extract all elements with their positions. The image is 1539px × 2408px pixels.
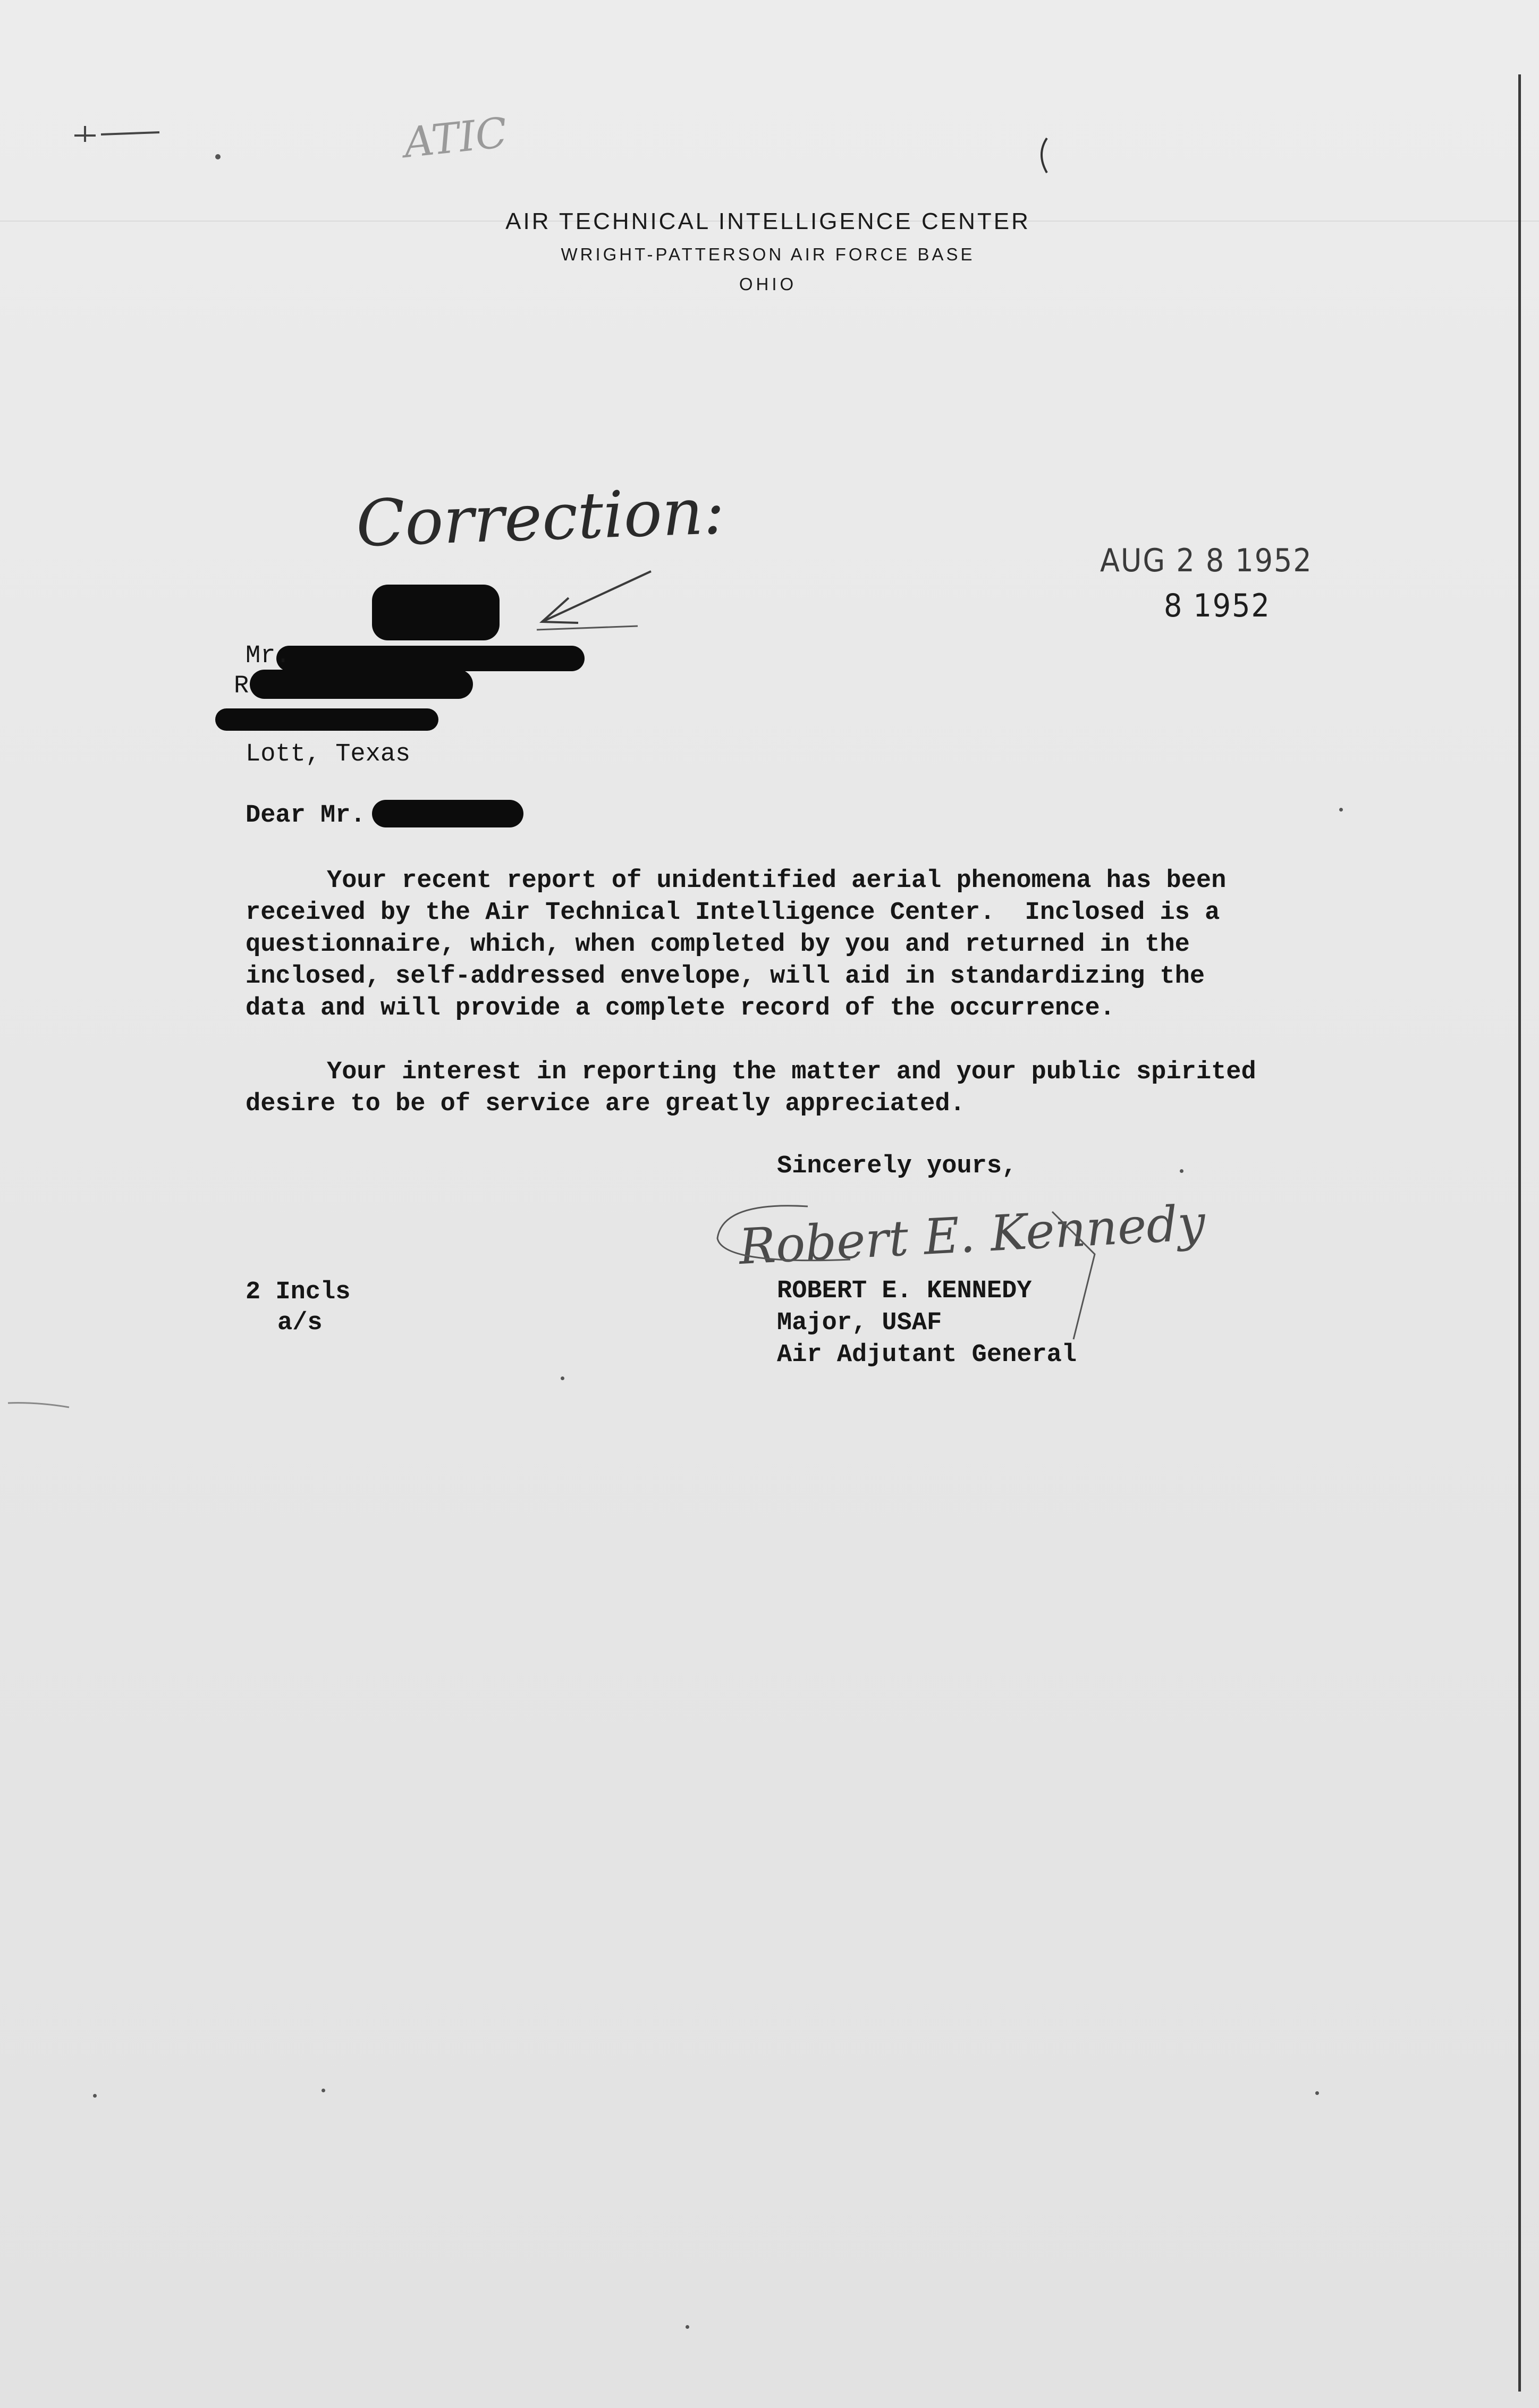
signer-rank: Major, USAF xyxy=(777,1309,942,1337)
handwritten-signature: Robert E. Kennedy xyxy=(737,1194,1207,1275)
scan-speck xyxy=(1180,1169,1183,1173)
scan-speck xyxy=(1339,808,1343,812)
body-line: data and will provide a complete record of the occurrence. xyxy=(246,994,1115,1023)
date-stamp-lower: 8 1952 xyxy=(1164,587,1271,624)
scan-speck xyxy=(322,2089,325,2092)
address-line-2: R xyxy=(234,672,249,700)
signer-name: ROBERT E. KENNEDY xyxy=(777,1277,1032,1305)
body-line: inclosed, self-addressed envelope, will aid in standardizing the xyxy=(246,962,1205,991)
address-city: Lott, Texas xyxy=(246,740,411,768)
redaction-block xyxy=(250,670,473,699)
body-line: Your recent report of unidentified aerial phenomena has been xyxy=(327,867,1227,895)
salutation: Dear Mr. xyxy=(246,801,366,830)
scan-speck xyxy=(561,1376,564,1380)
scan-speck xyxy=(93,2094,97,2098)
body-line: received by the Air Technical Intelligence Center. Inclosed is a xyxy=(246,899,1220,927)
redaction-block xyxy=(215,708,438,731)
enclosure-note: a/s xyxy=(277,1309,323,1337)
body-line: questionnaire, which, when completed by you and returned in the xyxy=(246,931,1190,959)
letterhead-state: OHIO xyxy=(739,274,797,294)
scan-streak xyxy=(5,1398,74,1414)
body-line: Your interest in reporting the matter and your public spirited xyxy=(327,1058,1256,1086)
pencil-marks xyxy=(64,109,234,162)
arrow-icon xyxy=(531,563,670,638)
redaction-block xyxy=(372,585,500,640)
scan-speck xyxy=(1315,2091,1319,2095)
enclosure-count: 2 Incls xyxy=(246,1278,351,1306)
letterhead-title: AIR TECHNICAL INTELLIGENCE CENTER xyxy=(505,208,1030,234)
scan-speck xyxy=(686,2325,689,2329)
paren-mark xyxy=(1034,136,1055,178)
date-stamp-upper: AUG 2 8 1952 xyxy=(1100,542,1313,579)
closing: Sincerely yours, xyxy=(777,1152,1017,1180)
atic-pencil-mark: ATIC xyxy=(401,109,510,167)
paper-edge-shadow xyxy=(1518,74,1521,2392)
redaction-block xyxy=(276,646,585,671)
address-line-1: Mr. xyxy=(246,642,291,670)
letterhead-base: WRIGHT-PATTERSON AIR FORCE BASE xyxy=(561,244,975,264)
correction-note: Correction: xyxy=(354,474,726,562)
redaction-block xyxy=(372,800,523,827)
body-line: desire to be of service are greatly appreciated. xyxy=(246,1090,965,1118)
signer-title: Air Adjutant General xyxy=(777,1341,1077,1369)
